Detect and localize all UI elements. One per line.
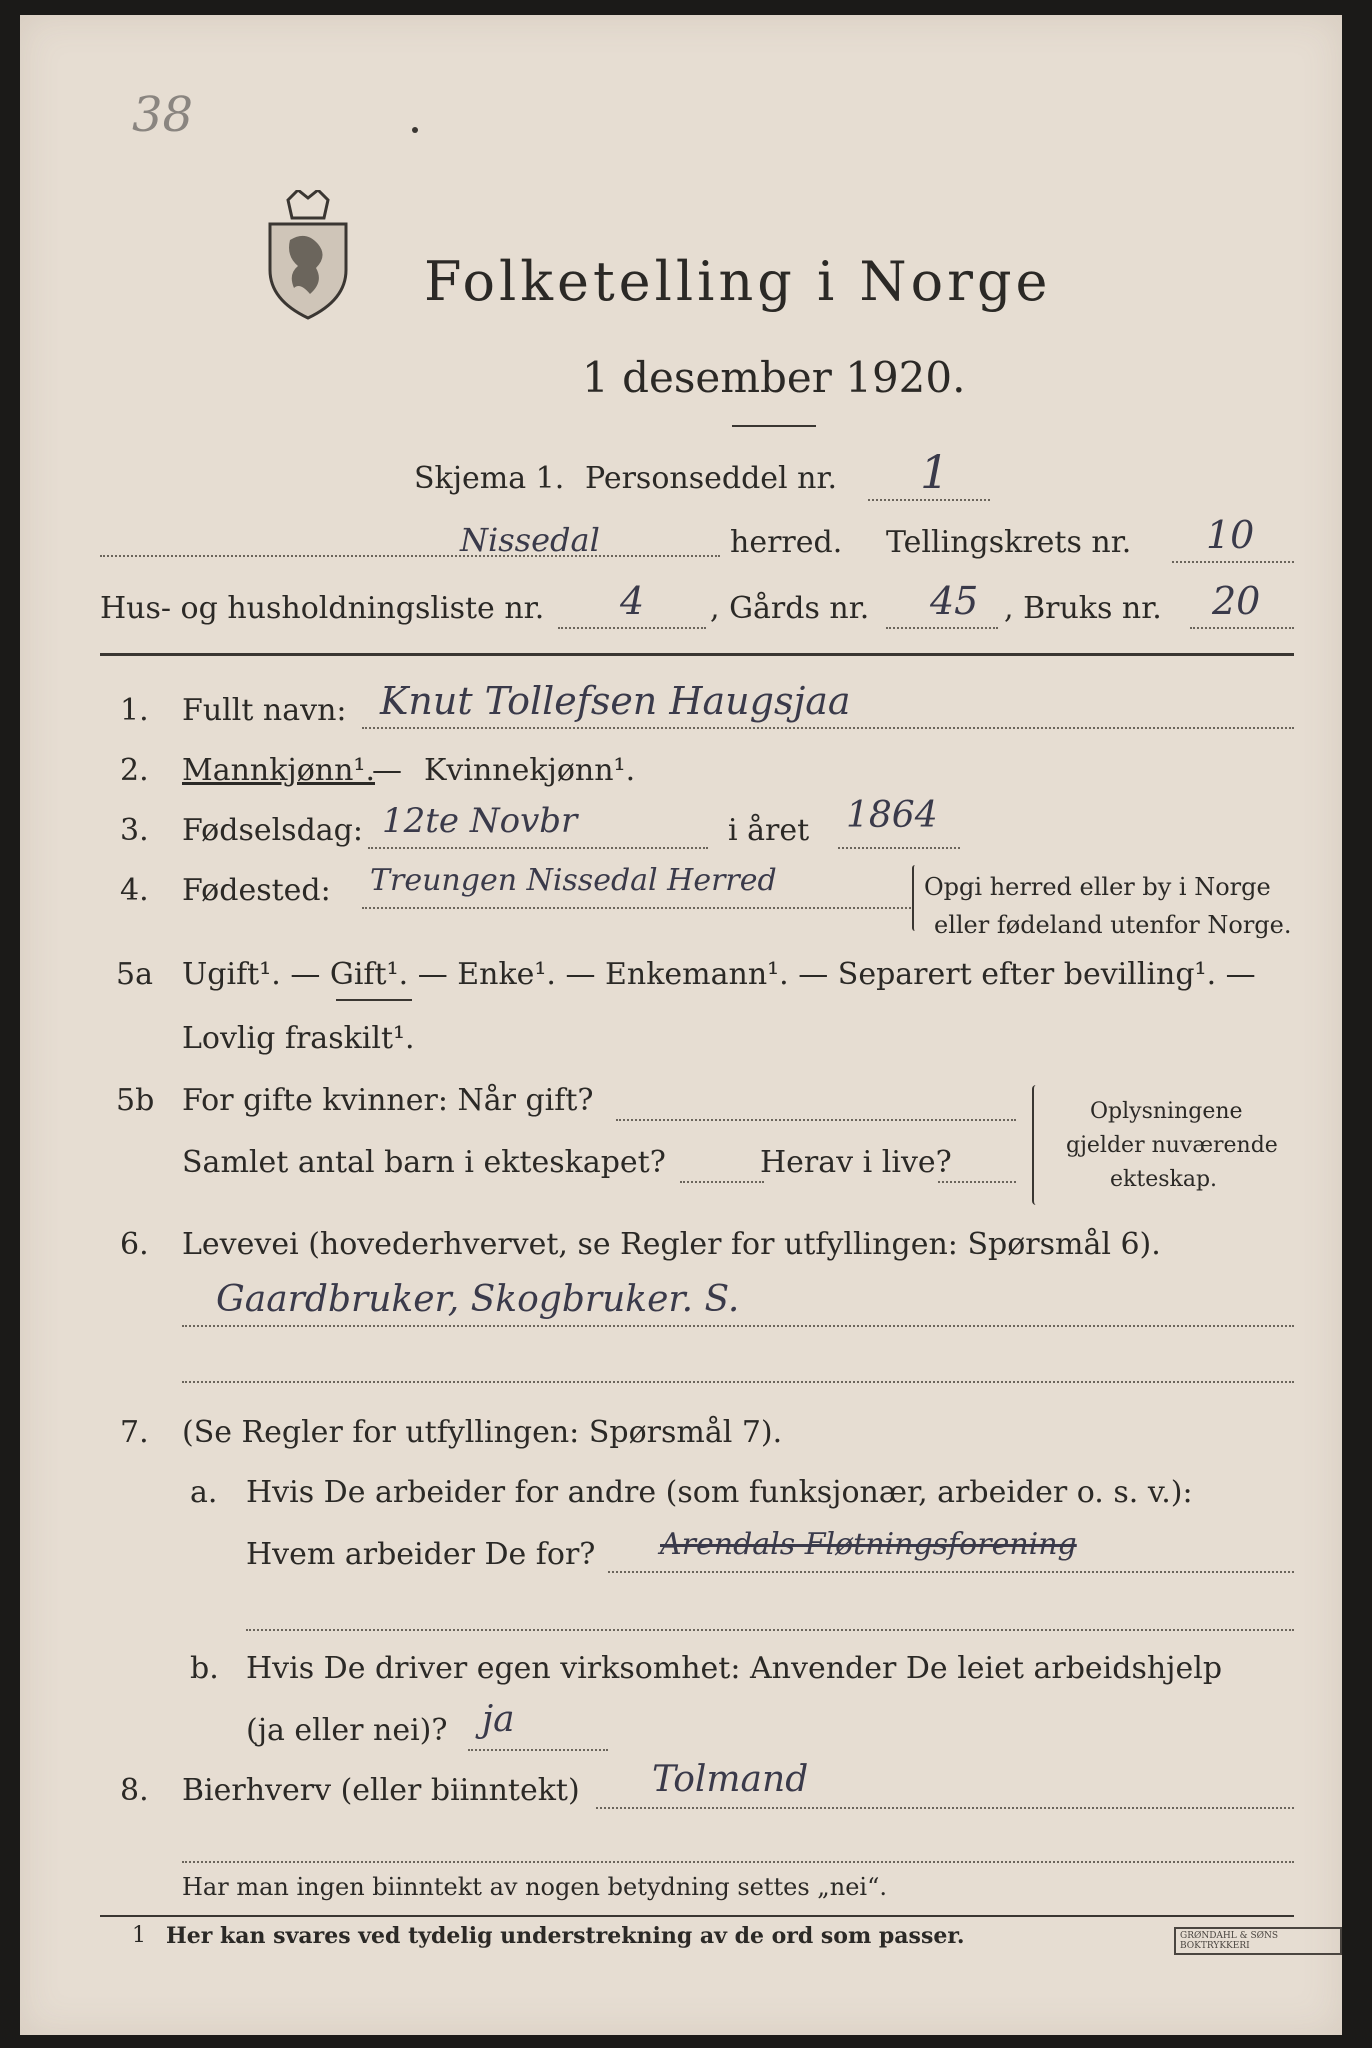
- q2-mannkjonn-underlined: Mannkjønn¹.: [182, 753, 375, 788]
- tellingskrets-line: [1172, 561, 1294, 563]
- q3-number: 3.: [120, 813, 149, 848]
- q2-number: 2.: [120, 753, 149, 788]
- q6-number: 6.: [120, 1227, 149, 1262]
- q4-note-line1: Opgi herred eller by i Norge: [924, 873, 1271, 901]
- q3-year-line: [838, 847, 960, 849]
- q5b-note-line2: gjelder nuværende: [1066, 1133, 1278, 1158]
- hus-line: [558, 627, 706, 629]
- herred-value: Nissedal: [460, 521, 600, 559]
- q7a-letter: a.: [190, 1475, 218, 1510]
- personseddel-value: 1: [920, 445, 950, 499]
- q1-fullname-value: Knut Tollefsen Haugsjaa: [380, 679, 851, 723]
- q5a-number: 5a: [116, 957, 153, 992]
- personseddel-line: [868, 499, 990, 501]
- title-divider: [732, 425, 816, 427]
- q7b-value: ja: [482, 1699, 515, 1740]
- corner-pencil-note: 38: [132, 87, 194, 143]
- q4-birthplace-value: Treungen Nissedal Herred: [370, 863, 777, 898]
- q7a-line2-blank: [246, 1629, 1294, 1631]
- q7a-employer-value-struck: Arendals Fløtningsforening: [660, 1527, 1077, 1562]
- q5b-barn-line: [680, 1181, 764, 1183]
- footnote-number: 1: [132, 1923, 146, 1948]
- tellingskrets-label: Tellingskrets nr.: [886, 525, 1132, 560]
- q2-kvinnekjonn: Kvinnekjønn¹.: [424, 753, 636, 788]
- footnote-rule: [100, 1915, 1294, 1917]
- q5b-nar-gift-line: [616, 1119, 1016, 1121]
- q5b-live-label: Herav i live?: [760, 1145, 952, 1180]
- q4-number: 4.: [120, 873, 149, 908]
- form-date: 1 desember 1920.: [582, 353, 966, 402]
- q6-label: Levevei (hovederhvervet, se Regler for utfyllingen: Spørsmål 6).: [182, 1227, 1161, 1262]
- q4-brace: [912, 865, 918, 931]
- census-form-sheet: [20, 15, 1342, 2035]
- printer-stamp: GRØNDAHL & SØNS BOKTRYKKERI: [1174, 1927, 1342, 1955]
- hus-label: Hus- og husholdningsliste nr.: [100, 591, 545, 626]
- q7a-line2: Hvem arbeider De for?: [246, 1537, 596, 1572]
- q4-note-line2: eller fødeland utenfor Norge.: [934, 911, 1292, 939]
- footnote-text: Her kan svares ved tydelig understrekning av de ord som passer.: [166, 1923, 965, 1949]
- gards-value: 45: [930, 579, 979, 623]
- q7a-line: [608, 1571, 1294, 1573]
- q7b-line1: Hvis De driver egen virksomhet: Anvender De leiet arbeidshjelp: [246, 1651, 1223, 1686]
- q5a-line2: Lovlig fraskilt¹.: [182, 1021, 415, 1056]
- gards-label: , Gårds nr.: [710, 591, 870, 626]
- q4-line: [362, 907, 914, 909]
- q3-year-label: i året: [728, 813, 810, 848]
- header-rule: [100, 653, 1294, 656]
- bottom-note: Har man ingen biinntekt av nogen betydning settes „nei“.: [182, 1873, 887, 1901]
- q7a-line1: Hvis De arbeider for andre (som funksjonær, arbeider o. s. v.):: [246, 1475, 1193, 1510]
- q6-line1: [182, 1325, 1294, 1327]
- coat-of-arms-icon: [258, 190, 358, 320]
- q7b-line2: (ja eller nei)?: [246, 1713, 448, 1748]
- q4-label: Fødested:: [182, 873, 331, 908]
- q6-line2: [182, 1381, 1294, 1383]
- gards-line: [886, 627, 998, 629]
- q5b-barn-label: Samlet antal barn i ekteskapet?: [182, 1145, 666, 1180]
- bruks-line: [1190, 627, 1294, 629]
- dot-mark: [412, 127, 418, 133]
- q8-label: Bierhverv (eller biinntekt): [182, 1773, 580, 1808]
- q5b-number: 5b: [116, 1083, 155, 1118]
- q1-line: [362, 727, 1294, 729]
- herred-label: herred.: [730, 525, 843, 560]
- q3-label: Fødselsdag:: [182, 813, 363, 848]
- q5b-note-line1: Oplysningene: [1090, 1099, 1243, 1124]
- q8-value: Tolmand: [652, 1759, 809, 1800]
- q3-date-line: [368, 847, 708, 849]
- q5b-live-line: [938, 1181, 1016, 1183]
- q7-label: (Se Regler for utfyllingen: Spørsmål 7).: [182, 1415, 783, 1450]
- q1-number: 1.: [120, 693, 149, 728]
- q5a-gift-underline: [336, 999, 412, 1001]
- q5b-line1: For gifte kvinner: Når gift?: [182, 1083, 594, 1118]
- q8-line2: [182, 1861, 1294, 1863]
- q5b-brace: [1032, 1085, 1040, 1205]
- q5a-civil-status-options: Ugift¹. — Gift¹. — Enke¹. — Enkemann¹. — Separert efter bevilling¹. —: [182, 957, 1256, 992]
- q8-line: [596, 1807, 1294, 1809]
- form-title: Folketelling i Norge: [424, 250, 1052, 313]
- hus-value: 4: [620, 579, 645, 623]
- bruks-value: 20: [1212, 579, 1261, 623]
- q6-occupation-value: Gaardbruker, Skogbruker. S.: [216, 1279, 740, 1320]
- q7b-letter: b.: [190, 1651, 219, 1686]
- q5b-note-line3: ekteskap.: [1110, 1167, 1218, 1192]
- bruks-label: , Bruks nr.: [1004, 591, 1162, 626]
- q7-number: 7.: [120, 1415, 149, 1450]
- herred-line: [100, 555, 720, 557]
- q7b-line: [468, 1749, 608, 1751]
- personseddel-label: Personseddel nr.: [585, 461, 838, 496]
- q8-number: 8.: [120, 1773, 149, 1808]
- skjema-label: Skjema 1.: [414, 461, 565, 496]
- q2-dash: —: [372, 753, 402, 788]
- tellingskrets-value: 10: [1206, 513, 1255, 557]
- q3-birthday-value: 12te Novbr: [382, 801, 578, 841]
- q3-year-value: 1864: [846, 795, 938, 836]
- q1-label: Fullt navn:: [182, 693, 347, 728]
